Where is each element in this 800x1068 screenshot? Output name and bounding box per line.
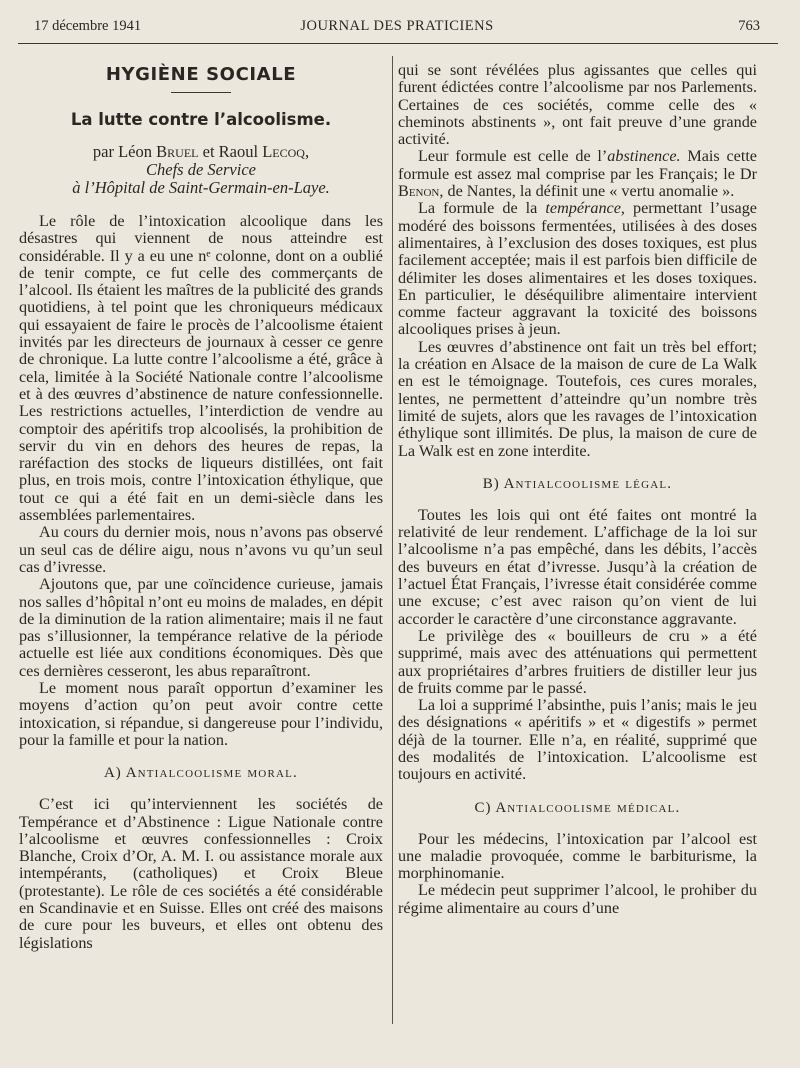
subhead-medical xyxy=(398,800,757,817)
issue-date: 17 décembre 1941 xyxy=(34,18,142,34)
section-title: HYGIÈNE SOCIALE xyxy=(105,64,297,85)
header-rule xyxy=(18,43,778,44)
paragraph-intro: Le rôle de l’intoxication alcoolique dans les désastres qui viennent de nous atteindre est considérable. Il y a eu une nᵉ colonne, dont on a oublié de tenir compte, ce fut celle des commerçants de l’alcool. Ils étaient les maîtres de la publicité des grands quotidiens, à tel point que les chroniqueurs médicaux qui essayaient de faire le procès de l’alcoolisme étaient invités par les directeurs de journaux à cesser ce genre de chronique. La lutte contre l’alcoolisme a été, grâce à cela, limitée à la Société Nationale contre l’alcoolisme et à des œuvres d’abstinence de nature confessionnelle. Les restrictions actuelles, l’interdiction de vendre au comptoir des apéritifs trop alcoolisés, la prohibition de servir du vin en dehors des heures de repas, la raréfaction des stocks de liqueurs distillées, ont fait plus, en trois mois, contre l’intoxication éthylique, que tout ce qui a été fait en un demi-siècle dans les assemblées parlementaires. xyxy=(19,212,383,525)
subhead-a-prefix: A) A xyxy=(103,765,138,782)
author1-initial: B xyxy=(156,142,168,161)
author-lecoq xyxy=(262,142,305,161)
emphasis: tempérance xyxy=(545,199,621,218)
subhead-b-prefix: B) A xyxy=(482,475,516,492)
subhead-c-rest: ntialcoolisme médical. xyxy=(507,799,681,816)
text-run: Mais cette formule est assez mal comprise par les Français; le Dr xyxy=(398,147,757,183)
paragraph: Le moment nous paraît opportun d’examiner les moyens d’action qu’on peut avoir contre cette intoxication, si répandue, si dangereuse pour l’individu, pour la famille et pour la nation. xyxy=(19,679,383,749)
paragraph: Le médecin peut supprimer l’alcool, le prohiber du régime alimentaire au cours d’une xyxy=(398,881,757,917)
paragraph: Ajoutons que, par une coïncidence curieuse, jamais nos salles d’hôpital n’ont eu moins de malades, en dépit de la diminution de la ration alimentaire; mais il ne faut pas s’illusionner, la tempérance relative de la période actuelle est liée aux conditions économiques. Dès que ces dernières cesseront, les abus reparaîtront. xyxy=(19,575,383,680)
right-column xyxy=(398,62,757,917)
text-run: , de Nantes, la définit une « vertu anomalie ». xyxy=(439,182,735,201)
page-number: 763 xyxy=(738,18,760,34)
paragraph: Le privilège des « bouilleurs de cru » a été supprimé, mais avec des atténuations qui permettent aux propriétaires d’arbres fruitiers de distiller leur jus de fruits comme par le passé. xyxy=(398,626,757,697)
text-run: La formule de la xyxy=(418,199,546,218)
subhead-a-rest: ntialcoolisme moral. xyxy=(137,765,299,782)
author2-rest: ecoq xyxy=(272,142,305,161)
paragraph-continued: qui se sont révélées plus agissantes que celles qui furent édictées contre l’alcoolisme par nos Parlements. Certaines de ces sociétés, comme celle des « cheminots abstinents », ont fait preuve d’une grande activité. xyxy=(398,61,757,149)
benon-rest: enon xyxy=(408,182,440,201)
byline-prefix: par Léon xyxy=(92,142,157,161)
title-rule xyxy=(171,92,231,93)
author-bruel xyxy=(156,142,198,161)
journal-name: JOURNAL DES PRATICIENS xyxy=(300,18,494,34)
column-divider xyxy=(392,56,393,1024)
benon-initial: B xyxy=(398,182,409,201)
emphasis: abstinence. xyxy=(607,147,681,166)
text-run: Leur formule est celle de l’ xyxy=(418,147,608,166)
author2-initial: L xyxy=(262,142,273,161)
left-column xyxy=(19,62,383,952)
paragraph-abstinence xyxy=(398,148,757,200)
paragraph: La loi a supprimé l’absinthe, puis l’anis; mais le jeu des désignations « apéritifs » et « digestifs » permet déjà de la tourner. Elle n’a, en réalité, supprimé que des modalités de l’intoxication. L’alcoolisme est toujours en activité. xyxy=(398,696,757,784)
subhead-moral xyxy=(19,765,383,782)
paragraph: Au cours du dernier mois, nous n’avons pas observé un seul cas de délire aigu, nous n’avons vu qu’un seul cas d’ivresse. xyxy=(19,523,383,576)
byline-end: , xyxy=(304,142,310,161)
paragraph: Pour les médecins, l’intoxication par l’alcool est une maladie provoquée, comme le barbiturisme, la morphinomanie. xyxy=(398,829,757,883)
subhead-c-prefix: C) A xyxy=(474,799,508,816)
running-head xyxy=(34,18,760,40)
article-title: La lutte contre l’alcoolisme. xyxy=(70,110,332,129)
paragraph-temperance xyxy=(398,200,757,338)
text-run: , permettant l’usage modéré des boissons fermentées, utilisées à des doses alimentaires, à l’exclusion des doses toxiques, est plus facilement acceptée; mais il est parfois bien difficile de délimiter les doses alimentaires et les doses toxiques. En particulier, le déséquilibre alimentaire intervient comme facteur aggravant la toxicité des boissons alcooliques prises à jeun. xyxy=(398,199,757,339)
paragraph: C’est ici qu’interviennent les sociétés de Tempérance et d’Abstinence : Ligue Nationale contre l’alcoolisme et œuvres confessionnelles : Croix Blanche, Croix d’Or, A. M. I. ou assistance morale aux intempérants, (catholiques) et Croix Bleue (protestante). Le rôle de ces sociétés a été considérable en Scandinavie et en Suisse. Elles ont créé des maisons de cure pour les buveurs, et elles ont obtenu des législations xyxy=(19,795,383,952)
author1-rest: ruel xyxy=(167,142,199,161)
byline xyxy=(19,143,383,161)
paragraph: Les œuvres d’abstinence ont fait un très bel effort; la création en Alsace de la maison de cure de La Walk en est le témoignage. Toutefois, ces cures morales, lentes, ne permettent d’atteindre qu’un nombre très limité de sujets, alors que les ravages de l’intoxication éthylique sont illimités. De plus, la maison de cure de La Walk est en zone interdite. xyxy=(398,337,757,460)
subhead-legal xyxy=(398,476,757,493)
subhead-b-rest: ntialcoolisme légal. xyxy=(515,475,673,492)
paragraph: Toutes les lois qui ont été faites ont montré la relativité de leur rendement. L’affichage de la loi sur l’alcoolisme n’a pas empêché, dans les débits, l’accès des buveurs en état d’ivresse. Jusqu’à la création de l’actuel État Français, l’ivresse était considérée comme une excuse; c’est avec raison qu’on vient de lui accorder le caractère d’une circonstance aggravante. xyxy=(398,505,757,628)
affiliation-line-1: Chefs de Service xyxy=(146,160,256,179)
affiliation-line-2: à l’Hôpital de Saint-Germain-en-Laye. xyxy=(72,178,330,197)
byline-mid: et Raoul xyxy=(198,142,263,161)
